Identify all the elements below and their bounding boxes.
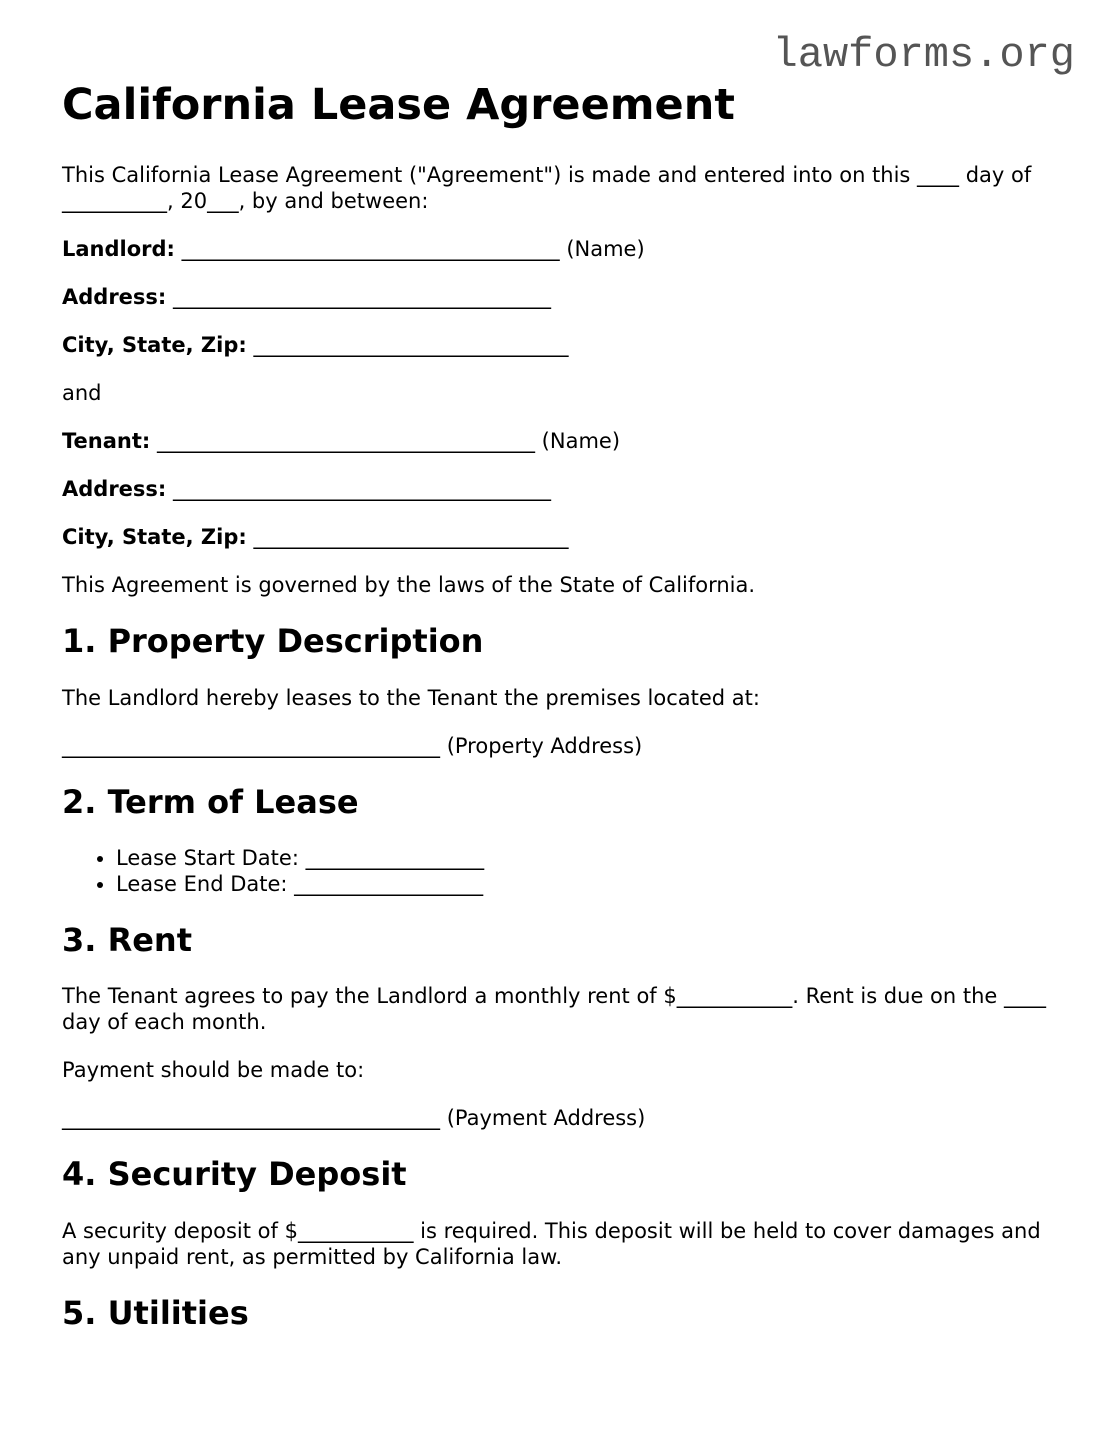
- tenant-name-label: Tenant:: [62, 429, 151, 454]
- property-address-blank[interactable]: ____________________________________: [62, 733, 440, 758]
- section-deposit-heading: 4. Security Deposit: [62, 1155, 407, 1194]
- property-address-suffix: (Property Address): [446, 733, 643, 758]
- landlord-address-label: Address:: [62, 285, 167, 310]
- section-rent-heading: 3. Rent: [62, 921, 192, 960]
- section-term-heading: 2. Term of Lease: [62, 782, 359, 821]
- property-address-field: [62, 733, 1052, 759]
- landlord-name-label: Landlord:: [62, 237, 175, 262]
- lease-start-date[interactable]: • Lease Start Date: _________________: [116, 845, 1052, 871]
- tenant-name-field: [62, 428, 1052, 454]
- landlord-name-field: [62, 236, 1052, 262]
- section-property-heading: 1. Property Description: [62, 622, 484, 661]
- landlord-name-blank[interactable]: ____________________________________: [181, 237, 560, 262]
- tenant-name-blank[interactable]: ____________________________________: [156, 429, 535, 454]
- tenant-name-suffix: (Name): [541, 429, 621, 454]
- landlord-address-blank[interactable]: ____________________________________: [173, 285, 552, 310]
- payment-label: Payment should be made to:: [62, 1058, 365, 1083]
- and-text: and: [62, 381, 102, 406]
- landlord-city-field: [62, 332, 1052, 358]
- property-text: The Landlord hereby leases to the Tenant the premises located at:: [62, 685, 760, 710]
- landlord-name-suffix: (Name): [566, 237, 645, 262]
- tenant-address-blank[interactable]: ____________________________________: [173, 477, 552, 502]
- tenant-city-label: City, State, Zip:: [62, 525, 247, 550]
- watermark: lawforms.org: [772, 31, 1075, 79]
- intro-paragraph: This California Lease Agreement ("Agreement") is made and entered into on this ____ day of __________, 20___, by and between:: [62, 163, 1032, 214]
- lease-end-date[interactable]: • Lease End Date: __________________: [116, 871, 1052, 897]
- section-utilities-heading: 5. Utilities: [62, 1293, 249, 1332]
- term-list: [62, 845, 1052, 897]
- payment-address-field: [62, 1105, 1052, 1131]
- governing-law-text: This Agreement is governed by the laws of the State of California.: [62, 573, 756, 598]
- deposit-text: A security deposit of $___________ is required. This deposit will be held to cover damages and any unpaid rent, as permitted by California law.: [62, 1218, 1041, 1269]
- tenant-address-label: Address:: [62, 477, 167, 502]
- tenant-city-blank[interactable]: ______________________________: [253, 525, 569, 550]
- landlord-address-field: [62, 284, 1052, 310]
- rent-text: The Tenant agrees to pay the Landlord a monthly rent of $___________. Rent is due on the ____ day of each month.: [62, 984, 1047, 1035]
- payment-address-suffix: (Payment Address): [446, 1106, 646, 1131]
- tenant-city-field: [62, 524, 1052, 550]
- tenant-address-field: [62, 476, 1052, 502]
- landlord-city-label: City, State, Zip:: [62, 333, 247, 358]
- landlord-city-blank[interactable]: ______________________________: [253, 333, 569, 358]
- document-page: [62, 76, 1052, 1332]
- page-title: California Lease Agreement: [62, 80, 735, 130]
- payment-address-blank[interactable]: ____________________________________: [62, 1106, 440, 1131]
